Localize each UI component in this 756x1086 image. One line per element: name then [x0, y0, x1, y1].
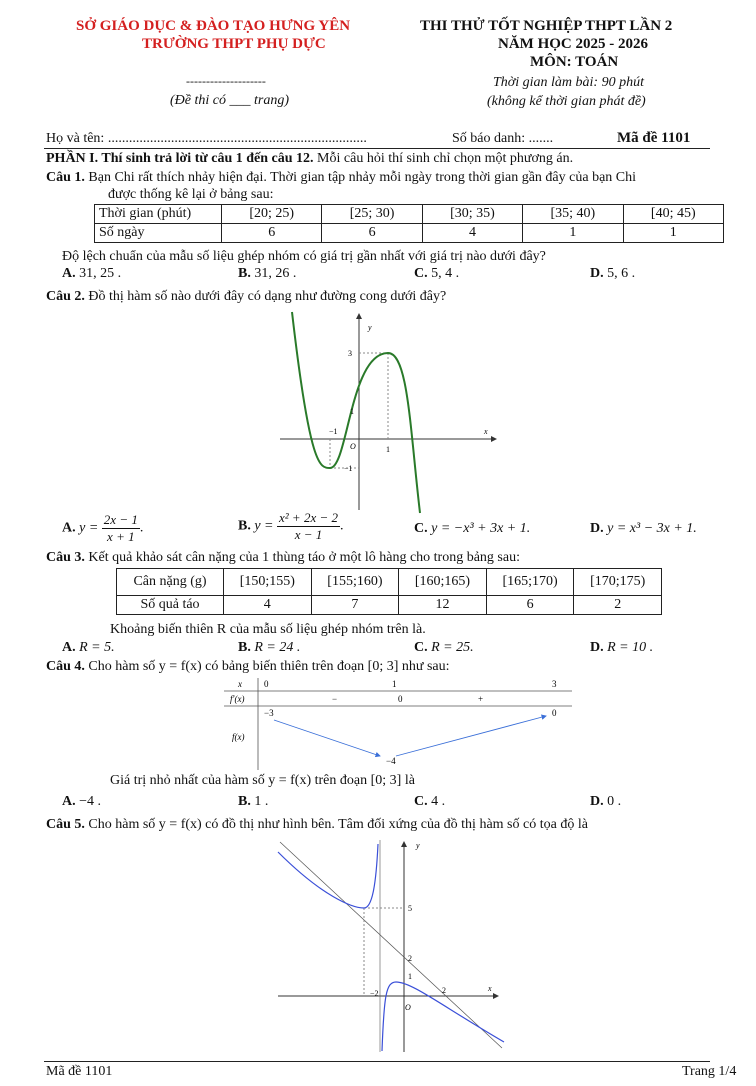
tick-label: 1 — [408, 972, 412, 981]
table-cell: [20; 25) — [222, 205, 322, 224]
table-cell: [40; 45) — [623, 205, 723, 224]
table-cell: [150;155) — [224, 569, 312, 596]
bbt-x-value: 3 — [552, 679, 557, 689]
q1-option-a[interactable]: A. 31, 25 . — [62, 266, 122, 281]
q2-cubic-graph — [270, 308, 510, 514]
id-field: Số báo danh: ....... — [452, 131, 554, 146]
table-cell: 2 — [574, 596, 662, 615]
table-cell: [155;160) — [311, 569, 399, 596]
tick-label: 3 — [348, 349, 352, 358]
cubic-curve — [292, 312, 420, 513]
tick-label: −1 — [329, 427, 338, 436]
bbt-derivative-label: f′(x) — [230, 694, 245, 704]
bbt-function-label: f(x) — [232, 732, 245, 742]
tick-label: 1 — [350, 407, 354, 416]
table-cell: 12 — [399, 596, 487, 615]
bbt-sign: − — [332, 694, 338, 704]
origin-label: O — [350, 442, 356, 451]
q3-text: Câu 3. Kết quả khảo sát cân nặng của 1 thùng táo ở một lô hàng cho trong bảng sau: — [46, 550, 520, 565]
exam-title: THI THỬ TỐT NGHIỆP THPT LẦN 2 — [420, 18, 673, 34]
bbt-value: −4 — [386, 756, 396, 766]
q2-option-d[interactable]: D. y = x³ − 3x + 1. — [590, 521, 697, 536]
table-cell: 6 — [486, 596, 574, 615]
exam-subject: MÔN: TOÁN — [530, 54, 619, 70]
exam-code: Mã đề 1101 — [617, 130, 691, 146]
q4-option-a[interactable]: A. −4 . — [62, 794, 102, 809]
table-header: Thời gian (phút) — [95, 205, 222, 224]
table-cell: 6 — [222, 224, 322, 243]
bbt-x-label: x — [238, 679, 242, 689]
q3-option-a[interactable]: A. R = 5. — [62, 640, 115, 655]
table-header: Cân nặng (g) — [117, 569, 224, 596]
table-cell: 1 — [623, 224, 723, 243]
bbt-sign: + — [478, 694, 484, 704]
tick-label: −1 — [344, 464, 353, 473]
table-cell: 4 — [224, 596, 312, 615]
table-header: Số quả táo — [117, 596, 224, 615]
q5-text: Câu 5. Cho hàm số y = f(x) có đồ thị như hình bên. Tâm đối xứng của đồ thị hàm số có tọa độ là — [46, 817, 588, 832]
table-cell: 6 — [322, 224, 422, 243]
q3-table — [116, 568, 662, 615]
q2-option-a[interactable]: A. y = $\frac{2x - 1}{x + 1}$ . — [62, 512, 144, 544]
q2-option-c[interactable]: C. y = −x³ + 3x + 1. — [414, 521, 531, 536]
bbt-x-value: 0 — [264, 679, 269, 689]
x-axis-label: x — [484, 427, 488, 436]
q1-option-c[interactable]: C. 5, 4 . — [414, 266, 460, 281]
tick-label: 5 — [408, 904, 412, 913]
q3-question: Khoảng biến thiên R của mẫu số liệu ghép nhóm trên là. — [110, 622, 426, 637]
q1-option-d[interactable]: D. 5, 6 . — [590, 266, 636, 281]
q1-text-2: được thống kê lại ở bảng sau: — [108, 187, 274, 202]
q4-option-b[interactable]: B. 1 . — [238, 794, 269, 809]
dept-name: SỞ GIÁO DỤC & ĐÀO TẠO HƯNG YÊN — [76, 18, 351, 34]
q1-text: Câu 1. Bạn Chi rất thích nhảy hiện đại. Thời gian tập nhảy mỗi ngày trong thời gian gần đây của bạn Chi — [46, 170, 637, 185]
oblique-asymptote — [280, 842, 502, 1048]
q2-text: Câu 2. Đồ thị hàm số nào dưới đây có dạng như đường cong dưới đây? — [46, 289, 447, 304]
x-axis-label: x — [488, 984, 492, 993]
table-header: Số ngày — [95, 224, 222, 243]
header-divider — [44, 148, 710, 149]
school-name: TRƯỜNG THPT PHỤ DỰC — [142, 36, 326, 52]
tick-label: 2 — [442, 986, 446, 995]
y-axis-label: y — [416, 841, 420, 850]
q4-variation-table — [220, 676, 580, 772]
table-cell: [165;170) — [486, 569, 574, 596]
footer-code: Mã đề 1101 — [46, 1064, 113, 1079]
table-cell: [30; 35) — [422, 205, 522, 224]
bbt-sign: 0 — [398, 694, 403, 704]
table-cell: [160;165) — [399, 569, 487, 596]
q1-option-b[interactable]: B. 31, 26 . — [238, 266, 297, 281]
bbt-value: −3 — [264, 708, 274, 718]
q5-rational-graph — [272, 836, 512, 1056]
table-cell: [25; 30) — [322, 205, 422, 224]
q3-option-b[interactable]: B. R = 24 . — [238, 640, 301, 655]
q4-text: Câu 4. Cho hàm số y = f(x) có bảng biến thiên trên đoạn [0; 3] như sau: — [46, 659, 450, 674]
increase-arrow — [396, 716, 546, 756]
tick-label: 1 — [386, 445, 390, 454]
table-cell: [170;175) — [574, 569, 662, 596]
part1-heading: PHẦN I. Thí sinh trả lời từ câu 1 đến câu 12. Mỗi câu hỏi thí sinh chỉ chọn một phương án. — [46, 151, 574, 166]
q3-option-c[interactable]: C. R = 25. — [414, 640, 474, 655]
exam-time-note: (không kể thời gian phát đề) — [487, 94, 646, 109]
bbt-value: 0 — [552, 708, 557, 718]
y-axis-label: y — [368, 323, 372, 332]
q2-option-b[interactable]: B. y = $\frac{\text{x² + 2x − 2}}{x - 1}$ . — [238, 510, 344, 542]
table-cell: 7 — [311, 596, 399, 615]
header-dashes: -------------------- — [186, 74, 266, 88]
bbt-x-value: 1 — [392, 679, 397, 689]
footer-page: Trang 1/4 — [682, 1064, 737, 1079]
q1-table — [94, 204, 724, 243]
table-cell: [35; 40) — [523, 205, 623, 224]
name-field: Họ và tên: .......................................................................... — [46, 131, 367, 146]
pages-note: (Đề thi có ___ trang) — [170, 93, 289, 108]
q1-question: Độ lệch chuẩn của mẫu số liệu ghép nhóm có giá trị gần nhất với giá trị nào dưới đây? — [62, 249, 546, 264]
table-cell: 1 — [523, 224, 623, 243]
q4-option-c[interactable]: C. 4 . — [414, 794, 446, 809]
origin-label: O — [405, 1003, 411, 1012]
footer-divider — [44, 1061, 710, 1062]
q4-question: Giá trị nhỏ nhất của hàm số y = f(x) trên đoạn [0; 3] là — [110, 773, 415, 788]
exam-year: NĂM HỌC 2025 - 2026 — [498, 36, 648, 52]
q4-option-d[interactable]: D. 0 . — [590, 794, 622, 809]
table-cell: 4 — [422, 224, 522, 243]
tick-label: 2 — [408, 954, 412, 963]
q3-option-d[interactable]: D. R = 10 . — [590, 640, 654, 655]
exam-time: Thời gian làm bài: 90 phút — [493, 75, 644, 90]
tick-label: −2 — [370, 989, 379, 998]
decrease-arrow — [274, 720, 380, 756]
